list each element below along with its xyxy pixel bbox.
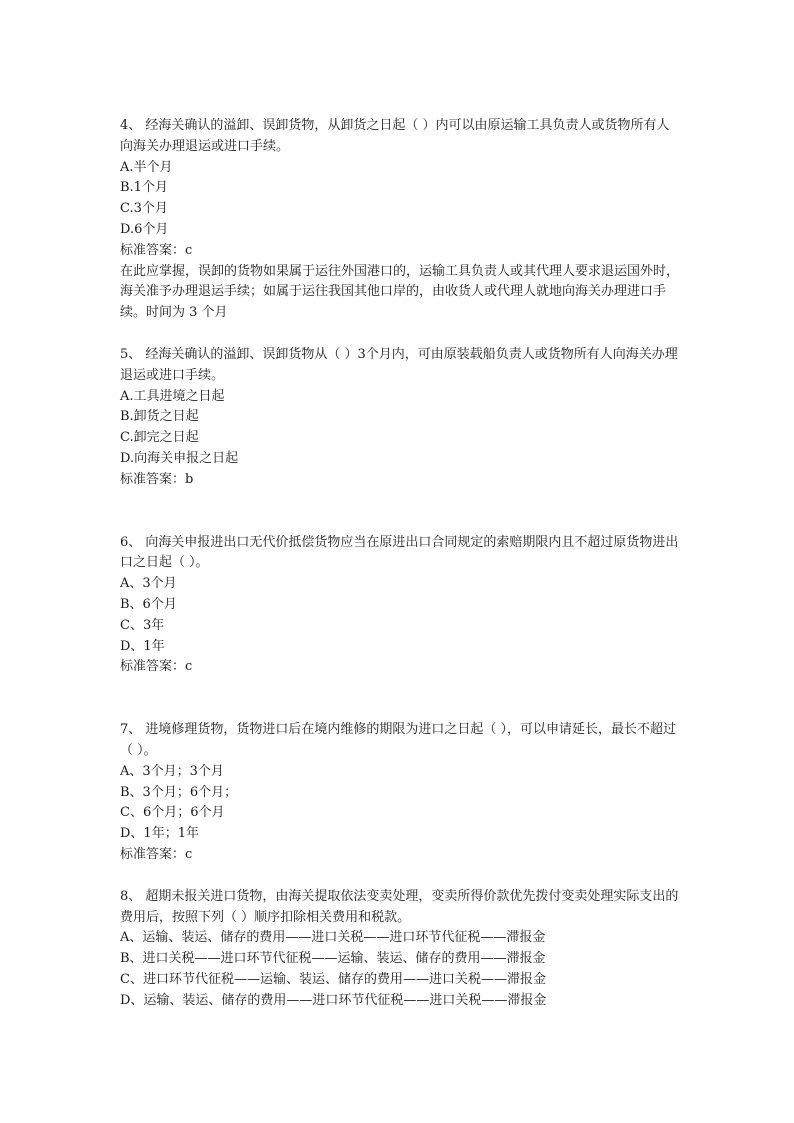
option-b: B.1个月 — [120, 180, 168, 196]
option-d: D.6个月 — [120, 221, 169, 237]
option-a: A、3个月；3个月 — [120, 763, 224, 779]
question-8 — [120, 887, 680, 1012]
question-stem: 8、 超期未报关进口货物，由海关提取依法变卖处理，变卖所得价款优先拨付变卖处理实际支出的费用后，按照下列（ ）顺序扣除相关费用和税款。 — [120, 888, 679, 925]
option-d: D、1年；1年 — [120, 826, 199, 842]
option-b: B、6个月 — [120, 596, 177, 612]
standard-answer: 标准答案：c — [120, 846, 193, 862]
option-c: C、6个月；6个月 — [120, 805, 225, 821]
option-d: D、运输、装运、储存的费用——进口环节代征税——进口关税——滞报金 — [120, 992, 547, 1008]
question-4 — [120, 116, 680, 324]
option-a: A.半个月 — [120, 159, 173, 175]
option-c: C.卸完之日起 — [120, 430, 199, 446]
question-7 — [120, 720, 680, 866]
question-stem: 7、 进境修理货物，货物进口后在境内维修的期限为进口之日起（ ），可以申请延长，最长不超过（ ）。 — [120, 722, 677, 758]
option-b: B.卸货之日起 — [120, 409, 199, 425]
option-c: C.3个月 — [120, 201, 168, 217]
answer-explanation: 在此应掌握，误卸的货物如果属于运往外国港口的，运输工具负责人或其代理人要求退运国外时，海关准予办理退运手续；如属于运往我国其他口岸的，由收货人或代理人就地向海关办理进口手续。时间为 3 个月 — [120, 263, 680, 321]
option-c: C、进口环节代征税——运输、装运、储存的费用——进口关税——滞报金 — [120, 971, 546, 987]
question-6 — [120, 533, 680, 679]
standard-answer: 标准答案：c — [120, 659, 193, 675]
option-a: A.工具进境之日起 — [120, 388, 225, 404]
question-stem: 4、 经海关确认的溢卸、误卸货物，从卸货之日起（ ）内可以由原运输工具负责人或货物所有人向海关办理退运或进口手续。 — [120, 118, 670, 154]
standard-answer: 标准答案：b — [120, 471, 194, 487]
option-d: D.向海关申报之日起 — [120, 450, 239, 466]
option-b: B、进口关税——进口环节代征税——运输、装运、储存的费用——滞报金 — [120, 951, 546, 967]
question-5 — [120, 345, 680, 491]
standard-answer: 标准答案：c — [120, 242, 193, 258]
question-stem: 5、 经海关确认的溢卸、误卸货物从（ ）3个月内，可由原装载船负责人或货物所有人向海关办理退运或进口手续。 — [120, 346, 678, 383]
option-c: C、3年 — [120, 617, 165, 633]
option-d: D、1年 — [120, 638, 165, 654]
document-page — [120, 116, 680, 1011]
option-b: B、3个月；6个月； — [120, 784, 238, 800]
question-stem: 6、 向海关申报进出口无代价抵偿货物应当在原进出口合同规定的索赔期限内且不超过原货物进出口之日起（ ）。 — [120, 534, 679, 571]
option-a: A、运输、装运、储存的费用——进口关税——进口环节代征税——滞报金 — [120, 930, 546, 946]
option-a: A、3个月 — [120, 576, 177, 592]
